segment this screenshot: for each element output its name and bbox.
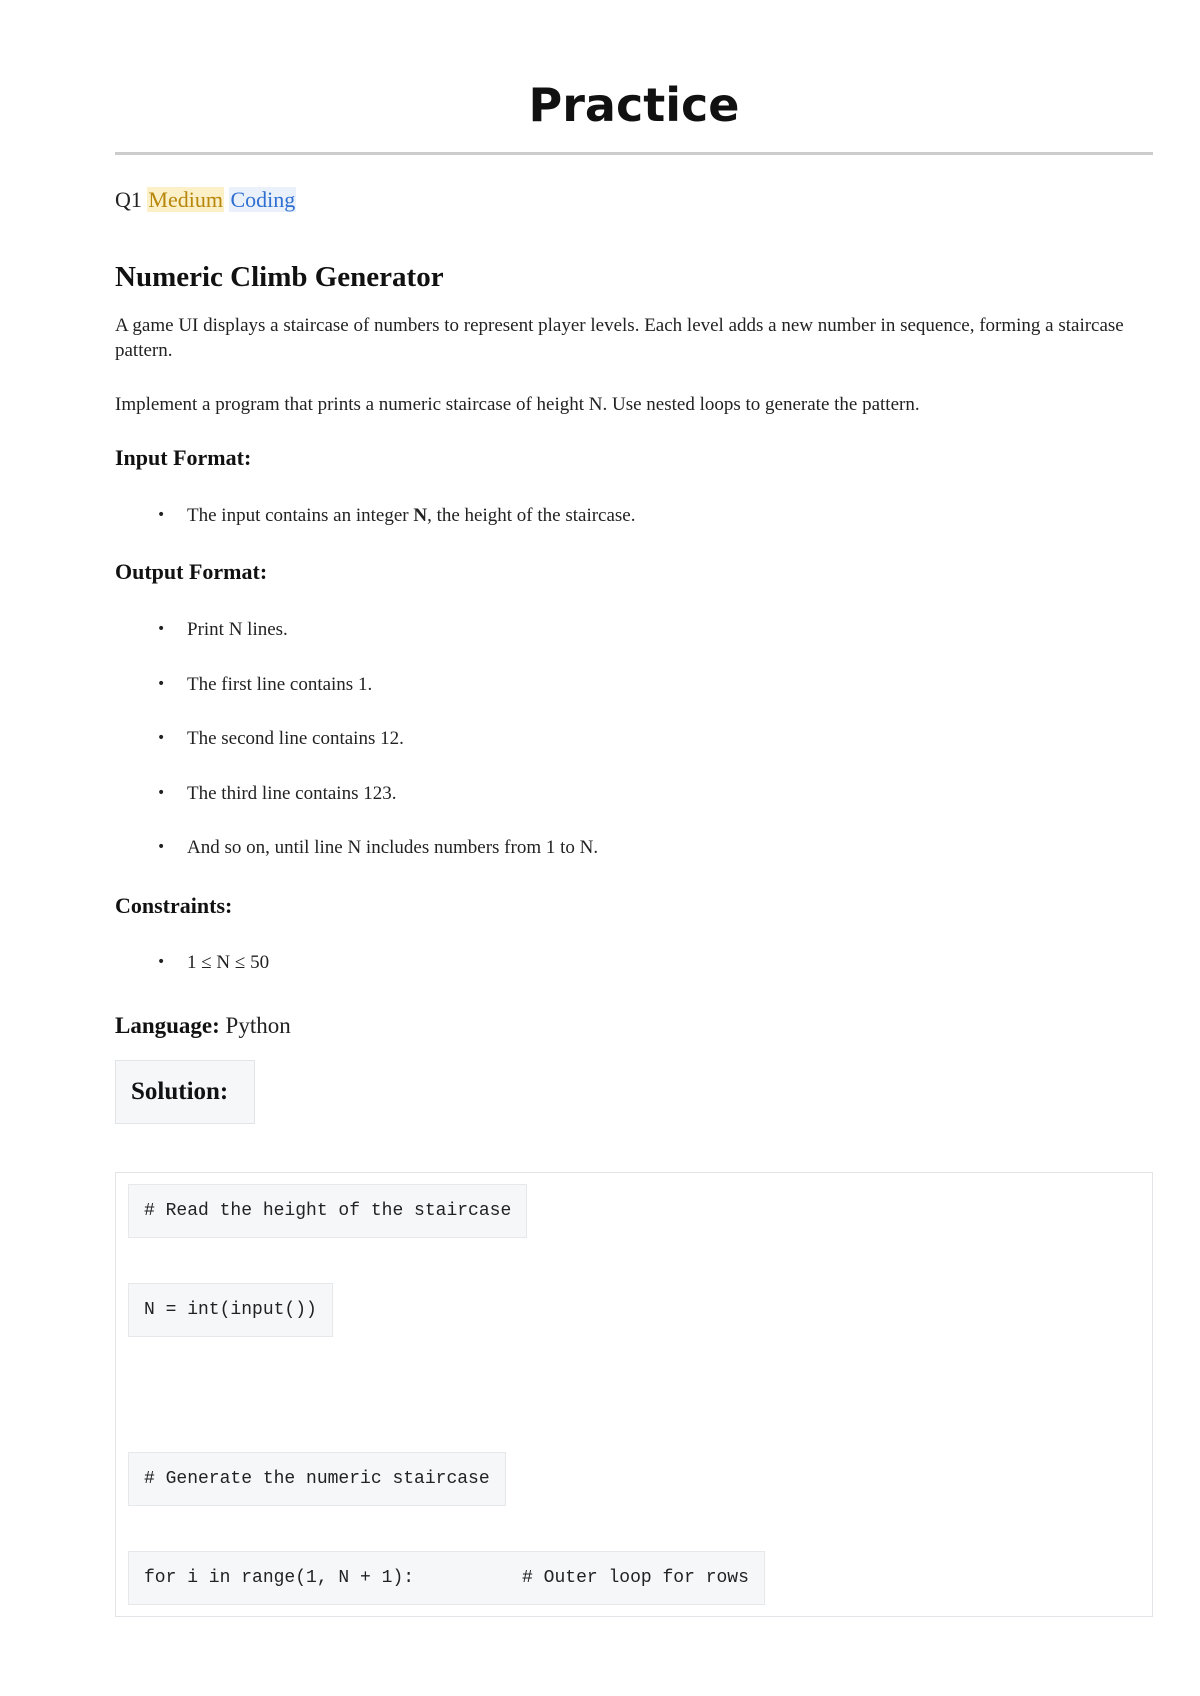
input-format-text-prefix: The input contains an integer	[187, 505, 414, 526]
output-format-heading: Output Format:	[115, 559, 268, 584]
input-variable: N	[413, 505, 428, 526]
difficulty-badge: Medium	[148, 187, 223, 212]
code-line: for i in range(1, N + 1): # Outer loop for rows	[128, 1551, 765, 1605]
problem-description: A game UI displays a staircase of numbers to represent player levels. Each level adds a new number in sequence, forming a staircase pattern.	[115, 315, 1124, 361]
solution-heading: Solution:	[115, 1060, 255, 1124]
question-type-badge: Coding	[230, 187, 296, 212]
code-block	[115, 1172, 1153, 1617]
input-format-item	[187, 503, 636, 528]
question-number: Q1	[115, 187, 142, 212]
constraint-item: • 1 ≤ N ≤ 50	[187, 950, 269, 975]
input-format-text-suffix: , the height of the staircase.	[427, 505, 636, 526]
problem-title: Numeric Climb Generator	[115, 261, 444, 293]
input-format-heading: Input Format:	[115, 445, 252, 470]
code-line: # Generate the numeric staircase	[128, 1452, 506, 1506]
output-format-item: • Print N lines.	[187, 617, 288, 642]
output-format-item: • The second line contains 12.	[187, 726, 404, 751]
language-value: Python	[225, 1013, 291, 1038]
question-tags	[115, 185, 296, 215]
problem-task: Implement a program that prints a numeric staircase of height N. Use nested loops to generate the pattern.	[115, 394, 920, 415]
title-divider	[115, 152, 1153, 155]
language-label: Language:	[115, 1013, 220, 1038]
constraints-heading: Constraints:	[115, 893, 233, 918]
code-line: N = int(input())	[128, 1283, 333, 1337]
output-format-item: • The third line contains 123.	[187, 781, 396, 806]
output-format-item: • And so on, until line N includes numbers from 1 to N.	[187, 835, 598, 860]
page-title: Practice	[528, 78, 740, 132]
language-line	[115, 1011, 291, 1041]
code-line: # Read the height of the staircase	[128, 1184, 527, 1238]
output-format-item: • The first line contains 1.	[187, 672, 372, 697]
